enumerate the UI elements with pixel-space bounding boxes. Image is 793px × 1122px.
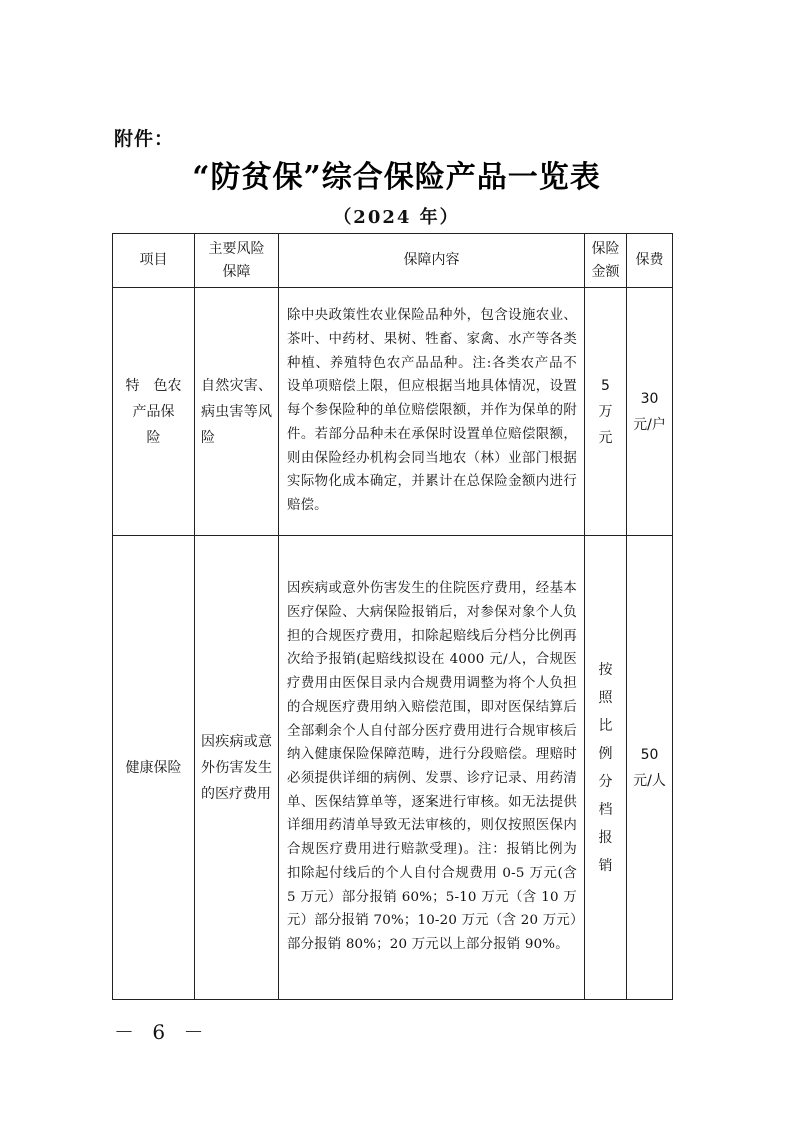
row-content: 因疾病或意外伤害发生的住院医疗费用，经基本医疗保险、大病保险报销后，对参保对象个人负担的合规医疗费用，扣除起赔线后分档分比例再次给予报销(起赔线拟设在 4000 元/人，合规医疗费用由医保目录内合规费用调整为将个人负担的合规医疗费用纳入赔偿范围，即对医保结算后全部剩余个人自付部分医疗费用进行合规审核后纳入健康保险保障范畴，进行分段赔偿。理赔时必须提供详细的病例、发票、诊疗记录、用药清单、医保结算单等，逐案进行审核。如无法提供详细用药清单导致无法审核的，则仅按照医保内合规医疗费用进行赔款受理)。注：报销比例为扣除起付线后的个人自付合规费用 0-5 万元(含 5 万元）部分报销 60%；5-10 万元（含 10 万元）部分报销 70%；10-20 万元（含 20 万元）部分报销 80%；20 万元以上部分报销 90%。 — [279, 536, 585, 1000]
header-amount: 保险金额 — [585, 234, 627, 288]
table-header-row — [113, 234, 673, 288]
year-subtitle: （2024 年） — [333, 207, 460, 228]
header-item: 项目 — [113, 234, 195, 288]
table-row — [113, 536, 673, 1000]
row-item: 特 色农产品保 险 — [113, 288, 195, 536]
row-amount: 5 万元 — [585, 288, 627, 536]
row-fee: 30 元/户 — [627, 288, 673, 536]
row-fee: 50 元/人 — [627, 536, 673, 1000]
row-content: 除中央政策性农业保险品种外，包含设施农业、茶叶、中药材、果树、牲畜、家禽、水产等各类种植、养殖特色农产品品种。注:各类农产品不设单项赔偿上限，但应根据当地具体情况，设置每个参保险种的单位赔偿限额，并作为保单的附件。若部分品种未在承保时设置单位赔偿限额，则由保险经办机构会同当地农（林）业部门根据实际物化成本确定，并累计在总保险金额内进行赔偿。 — [279, 288, 585, 536]
row-item: 健康保险 — [113, 536, 195, 1000]
table-row — [113, 288, 673, 536]
page-number: － 6 － — [114, 1020, 210, 1044]
header-risk: 主要风险保障 — [195, 234, 279, 288]
header-content: 保障内容 — [279, 234, 585, 288]
attachment-label: 附件： — [114, 128, 175, 150]
header-fee: 保费 — [627, 234, 673, 288]
row-risk: 因疾病或意外伤害发生的医疗费用 — [195, 536, 279, 1000]
row-risk: 自然灾害、病虫害等风险 — [195, 288, 279, 536]
product-table — [112, 233, 673, 1000]
row-amount: 按照比例分档报销 — [585, 536, 627, 1000]
page-title: “防贫保”综合保险产品一览表 — [192, 160, 601, 195]
